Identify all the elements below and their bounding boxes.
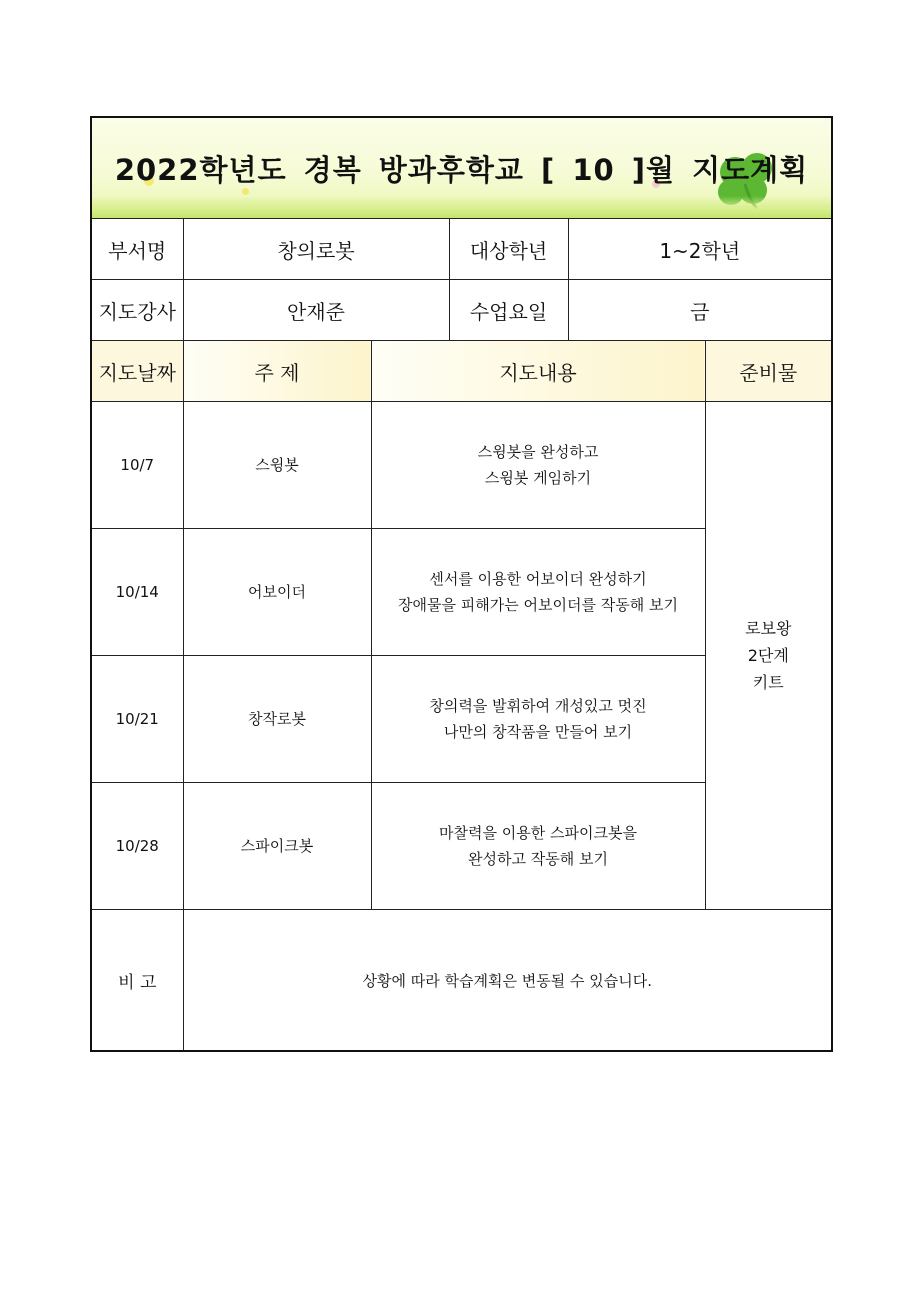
content-line: 나만의 창작품을 만들어 보기 xyxy=(443,723,633,741)
row-date: 10/28 xyxy=(91,783,183,910)
content-line: 스윙봇을 완성하고 xyxy=(477,443,599,461)
header-date: 지도날짜 xyxy=(91,341,183,402)
content-line: 센서를 이용한 어보이더 완성하기 xyxy=(429,570,647,588)
day-label: 수업요일 xyxy=(449,280,568,341)
title-banner xyxy=(91,117,832,219)
materials-line: 로보왕 xyxy=(745,619,792,638)
header-topic: 주 제 xyxy=(183,341,371,402)
content-line: 장애물을 피해가는 어보이더를 작동해 보기 xyxy=(398,596,678,614)
row-content xyxy=(371,529,705,656)
teacher-value: 안재준 xyxy=(183,280,449,341)
row-topic: 스파이크봇 xyxy=(183,783,371,910)
header-materials: 준비물 xyxy=(705,341,832,402)
header-content: 지도내용 xyxy=(371,341,705,402)
grade-value: 1~2학년 xyxy=(568,219,832,280)
row-content xyxy=(371,656,705,783)
note-label: 비 고 xyxy=(91,910,183,1052)
row-content xyxy=(371,402,705,529)
page-title: 2022학년도 경복 방과후학교 [ 10 ]월 지도계획 xyxy=(114,152,809,187)
table-row xyxy=(91,402,832,529)
sparkle-icon xyxy=(242,188,249,195)
plan-sheet xyxy=(90,116,831,1052)
dept-value: 창의로봇 xyxy=(183,219,449,280)
content-line: 창의력을 발휘하여 개성있고 멋진 xyxy=(429,697,647,715)
note-text: 상황에 따라 학습계획은 변동될 수 있습니다. xyxy=(183,910,832,1052)
day-value: 금 xyxy=(568,280,832,341)
row-topic: 스윙봇 xyxy=(183,402,371,529)
row-date: 10/21 xyxy=(91,656,183,783)
grade-label: 대상학년 xyxy=(449,219,568,280)
materials-line: 키트 xyxy=(752,673,784,692)
dept-label: 부서명 xyxy=(91,219,183,280)
row-date: 10/7 xyxy=(91,402,183,529)
teacher-label: 지도강사 xyxy=(91,280,183,341)
monthly-plan-table xyxy=(90,116,833,1052)
content-line: 마찰력을 이용한 스파이크봇을 xyxy=(439,824,637,842)
grass-decoration xyxy=(92,196,831,218)
row-content xyxy=(371,783,705,910)
content-line: 완성하고 작동해 보기 xyxy=(468,850,608,868)
row-topic: 어보이더 xyxy=(183,529,371,656)
row-date: 10/14 xyxy=(91,529,183,656)
materials-cell xyxy=(705,402,832,910)
content-line: 스윙봇 게임하기 xyxy=(484,469,592,487)
materials-line: 2단계 xyxy=(747,646,789,665)
row-topic: 창작로봇 xyxy=(183,656,371,783)
